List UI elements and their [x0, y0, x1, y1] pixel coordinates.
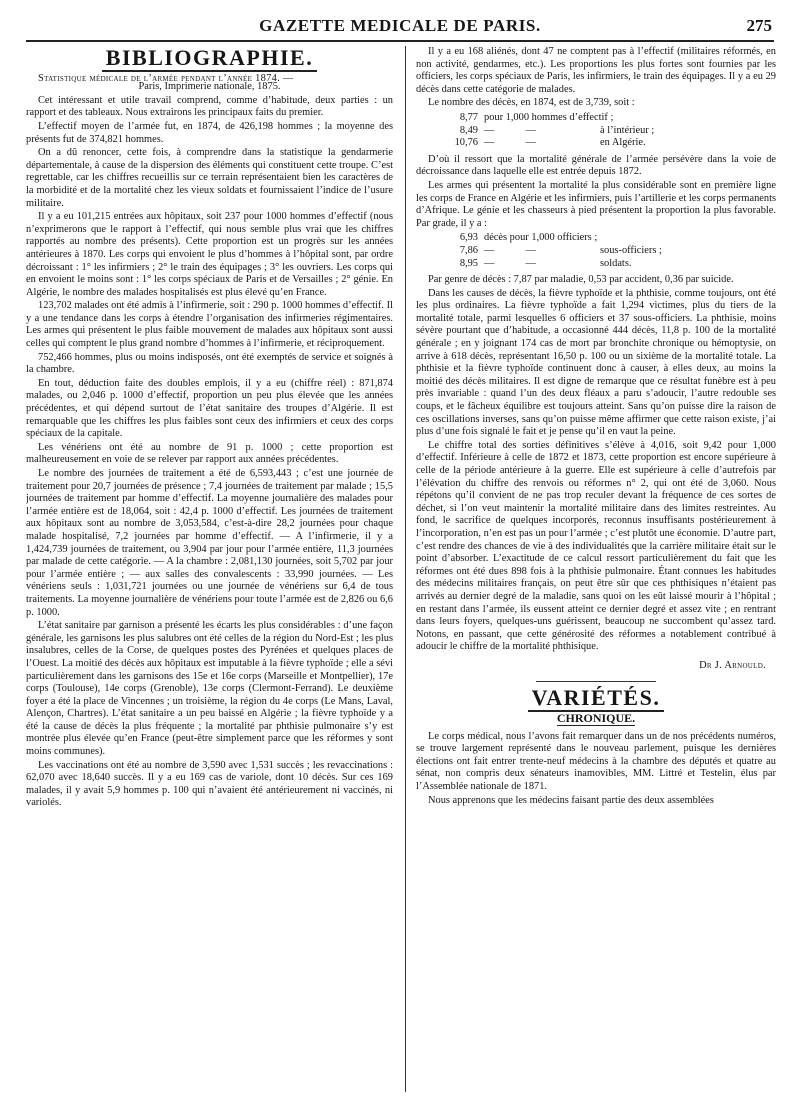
paragraph: Il y a eu 168 aliénés, dont 47 ne comptent pas à l’effectif (militaires réformés, en non activité, gendarmes, etc.). Les proportions les plus fortes sont fournies par les officiers, les corps spéciaux de Paris, les infirmiers, le train des équipages. Il y a eu 29 décès dans cette catégorie de malades. — [416, 46, 776, 95]
paragraph: Il y a eu 101,215 entrées aux hôpitaux, soit 237 pour 1000 hommes d’effectif (nous n’exprimerons que le rapport à l’effectif, qui nous semble plus vrai que les chiffres rapportés au nombre des présents). Cette proportion est un progrès sur les années antérieures à 1870. Les corps qui envoient le plus d’hommes à l’hôpital sont, par ordre décroissant : 1° les infirmiers ; 2° le train des équipages ; 3° les ouvriers. Les corps qui en envoient le moins sont : 1° les corps spéciaux de Paris et de Versailles ; 2° génie. En Algérie, le nombre des malades hospitalisés est plus élevé qu’en France. — [26, 211, 393, 298]
paragraph: Les armes qui présentent la mortalité la plus considérable sont en première ligne les corps de France en Algérie et les infirmiers, puis l’artillerie et les corps permanents d’Afrique. Le génie et les chasseurs à pied présentent la proportion la plus favorable. Par grade, il y a : — [416, 179, 776, 229]
grade-row — [416, 245, 776, 258]
paragraph: Le nombre des décès, en 1874, est de 3,739, soit : — [428, 97, 635, 109]
deaths-qualifier: — — — [484, 124, 536, 136]
reference-title: Statistique médicale de l’armée pendant l’année 1874. — — [38, 72, 294, 84]
deaths-value: 8,77 — [459, 111, 478, 123]
section-separator — [536, 681, 656, 682]
paragraph: On a dû renoncer, cette fois, à comprendre dans la statistique la gendarmerie départementale, à cause de la dispersion des éléments qui constituent cette troupe. C’est regrettable, car les chiffres recueillis sur ce terrain représentaient bien les caractères de la morbidité et de la mortalité chez les vieux soldats et fournissaient l’indice de l’usure militaire. — [26, 147, 393, 209]
grade-place: soldats. — [600, 257, 632, 269]
paragraph: En tout, déduction faite des doubles emplois, il y a eu (chiffre réel) : 871,874 malades, ou 2,046 p. 1000 d’effectif, proportion un peu plus élevée que les années précédentes, et qui dépend surtout de l’état sanitaire des troupes d’Algérie. Il est remarquable que les chiffres les plus faibles sont ceux des infirmiers et ceux des corps spéciaux de la capitale. — [26, 377, 393, 440]
paragraph: 752,466 hommes, plus ou moins indisposés, ont été exemptés de service et soignés à la chambre. — [26, 351, 393, 376]
paragraph: L’état sanitaire par garnison a présenté les écarts les plus considérables : d’une façon générale, les garnisons les plus salubres ont été celles de la région du Nord-Est ; les plus insalubres, celles de la Corse, de quelques postes des Pyrénées et quelques places de l’Ouest. La moitié des décès aux hôpitaux est imputable à la fièvre typhoïde ; elle a sévi particulièrement dans les garnisons des 15e et 16e corps (Marseille et Montpellier), 17e corps (Toulouse), 14e corps (Grenoble), 13e corps (Clermont-Ferrand). Le deuxième foyer a été la place de Vincennes ; un troisième, la région du 4e corps (Le Mans, Laval, Alençon, Chartres). L’état sanitaire a un peu baissé en Algérie ; la fièvre typhoïde y a été la cause de décès la plus fréquente ; la mortalité par phthisie pulmonaire s’y est montrée plus élevée qu’en France (peut-être simplement parce que les réformes y sont moins communes). — [26, 620, 393, 758]
header-rule — [26, 40, 774, 42]
grade-value: 6,93 — [459, 232, 478, 244]
journal-title: GAZETTE MEDICALE DE PARIS. — [259, 16, 541, 35]
deaths-row — [416, 112, 776, 125]
reference-publisher: Paris, Imprimerie nationale, 1875. — [138, 81, 281, 93]
right-column — [416, 46, 776, 1096]
page-number: 275 — [746, 16, 772, 35]
column-divider — [405, 46, 406, 1092]
grade-place: sous-officiers ; — [600, 244, 662, 256]
varietes-heading: VARIÉTÉS. — [416, 692, 776, 705]
bibliographie-heading: BIBLIOGRAPHIE. — [26, 52, 393, 65]
grade-qualifier: — — — [484, 257, 536, 269]
paragraph: Les vénériens ont été au nombre de 91 p. 1000 ; cette proportion est malheureusement en voie de se relever par rapport aux années précédentes. — [26, 441, 393, 466]
deaths-place: en Algérie. — [600, 137, 646, 149]
paragraph: Dans les causes de décès, la fièvre typhoïde et la phthisie, comme toujours, ont été les plus ordinaires. La fièvre typhoïde a fait 1,294 victimes, plus du tiers de la mortalité totale, parmi lesquelles 6 officiers et 37 sous-officiers. La phthisie, moins sévère pourtant que d’habitude, a occasionné 444 décès, 11,8 p. 100 de la mortalité générale ; en y joignant 174 cas de mort par bronchite chronique ou hémoptysie, on arrive à 618 décès, représentant 16,50 p. 100 ou un sixième de la mortalité totale. La phthisie et la fièvre typhoïde continuent donc à causer, à elles deux, au moins la moitié des décès militaires. Il est digne de remarque que ce résultat funèbre est à peu près invariable : quand l’un des deux fléaux a paru s’adoucir, l’autre redouble ses coups, et le fâcheux équilibre est toujours atteint. Sans qu’on puisse dire la raison de ces oscillations inverses, sans qu’on puisse même affirmer que cette raison existe, j’ai plus d’une fois signalé le fait et je pense qu’il en vaut la peine. — [416, 287, 776, 438]
deaths-row — [416, 137, 776, 150]
deaths-row — [416, 125, 776, 138]
grade-qualifier: décès pour 1,000 officiers ; — [484, 232, 598, 244]
deaths-value: 8,49 — [459, 124, 478, 136]
paragraph: D’où il ressort que la mortalité générale de l’armée persévère dans la voie de décroissance dans laquelle elle est entrée depuis 1872. — [416, 153, 776, 178]
grade-value: 7,86 — [459, 244, 478, 256]
paragraph: Le corps médical, nous l’avons fait remarquer dans un de nos précédents numéros, se trouve largement représenté dans le nouveau parlement, puisque les dernières élections ont fait entrer trente-neuf médecins à la chambre des députés et quatre au sénat, non compris deux sénateurs inamovibles, MM. Littré et Testelin, élus par l’Assemblée nationale de 1871. — [416, 730, 776, 793]
grade-value: 8,95 — [459, 257, 478, 269]
page-header — [26, 12, 774, 38]
deaths-place: à l’intérieur ; — [600, 124, 655, 136]
paragraph: Cet intéressant et utile travail comprend, comme d’habitude, deux parties : un rapport et des tableaux. Nous extrairons les principaux faits du premier. — [26, 94, 393, 119]
paragraph: Nous apprenons que les médecins faisant partie des deux assemblées — [428, 794, 714, 806]
deaths-qualifier: — — — [484, 137, 536, 149]
paragraph: Le chiffre total des sorties définitives s’élève à 4,016, soit 9,42 pour 1,000 d’effectif. Inférieure à celle de 1872 et 1873, cette proportion est encore supérieure à celle de la période antérieure à la guerre. Elle est supérieure à celle d’autrefois par l’élévation du chiffre des renvois ou réformes n° 2, qui ont été de 3,060. Nous répétons qu’il convient de ne pas trop reculer devant la fréquence de ces sortes de déchet, si l’on veut maintenir la mortalité militaire dans des limites restreintes. Au fond, le sacrifice de quelques incorporés, reconnus insuffisants postérieurement à l’incorporation, n’en est pas un pour l’armée ; c’est plutôt une économie. D’autre part, c’est rendre des chances de vie à des individualités que la carrière militaire était sur le point d’absorber. L’exactitude de ce calcul ressort particulièrement du fait que les réformes ont été dues 898 fois à la phthisie pulmonaire. Étant connues les habitudes des médecins militaires français, on peut être sûr que ces phthisiques n’étaient pas arrivés au dernier degré de la maladie, sans quoi on les eût laissé mourir à l’hôpital ; en restant dans l’armée, ils eussent atteint ce dernier degré et assez vite ; en rentrant dans leurs foyers, quelques-uns guérissent, beaucoup ne succombent qu’assez tard. Notons, en passant, que cette générosité des réformes a notablement contribué à adoucir le chiffre de la mortalité phthisique. — [416, 439, 776, 653]
deaths-table — [416, 112, 776, 150]
grade-qualifier: — — — [484, 244, 536, 256]
deaths-place — [613, 112, 776, 125]
left-column — [26, 46, 393, 1096]
grade-row — [416, 258, 776, 271]
paragraph: Le nombre des journées de traitement a été de 6,593,443 ; c’est une journée de traitement pour 20,7 journées de présence ; 7,4 journées de traitement par malade ; 15,5 journées de traitement par homme d’effectif. La moyenne journalière des malades pour l’armée entière est de 18,064, soit : 42,4 p. 1000 d’effectif. Les journées de traitement aux hôpitaux sont au nombre de 3,053,584, c’est-à-dire 28,2 journées pour chaque malade hospitalisé, 7,2 journées par homme d’effectif. — A l’infirmerie, il y a 1,424,739 journées de traitement, ou 3,904 par jour pour l’armée entière, 11,3 journées par malade de cette catégorie. — A la chambre : 2,081,130 journées, soit 5,702 par jour pour l’armée entière ; — aux salles des convalescents : 33,990 journées. — Les vénériens seuls : 1,031,721 journées ou une journée de vénériens sur 6,4 de tous traitements. La moyenne journalière de vénériens pour toute l’armée est de 2,826 ou 6,6 p. 1000. — [26, 468, 393, 618]
chronique-heading: CHRONIQUE. — [556, 711, 636, 726]
deaths-value: 10,76 — [454, 137, 478, 149]
paragraph: Les vaccinations ont été au nombre de 3,590 avec 1,531 succès ; les revaccinations : 62,070 avec 18,640 succès. Il y a eu 169 cas de variole, dont 10 décès. Sur ces 169 malades, il y avait 5,9 hommes p. 100 qui n’avaient été antérieurement ni vaccinés, ni variolés. — [26, 759, 393, 809]
author-signature: Dr J. Arnould. — [699, 659, 766, 671]
deaths-qualifier: pour 1,000 hommes d’effectif ; — [484, 111, 614, 123]
paragraph: L’effectif moyen de l’armée fut, en 1874, de 426,198 hommes ; la moyenne des présents fut de 374,821 hommes. — [26, 120, 393, 145]
paragraph: Par genre de décès : 7,87 par maladie, 0,53 par accident, 0,36 par suicide. — [428, 274, 734, 286]
grade-row — [416, 232, 776, 245]
grade-table — [416, 232, 776, 270]
paragraph: 123,702 malades ont été admis à l’infirmerie, soit : 290 p. 1000 hommes d’effectif. Il y a une tendance dans les corps à étendre l’organisation des infirmeries régimentaires. Les armes qui présentent le plus faible mouvement de malades aux hôpitaux sont aussi celles qui comptent le plus grand nombre d’hommes à l’infirmerie, et réciproquement. — [26, 300, 393, 350]
grade-place — [597, 232, 776, 245]
